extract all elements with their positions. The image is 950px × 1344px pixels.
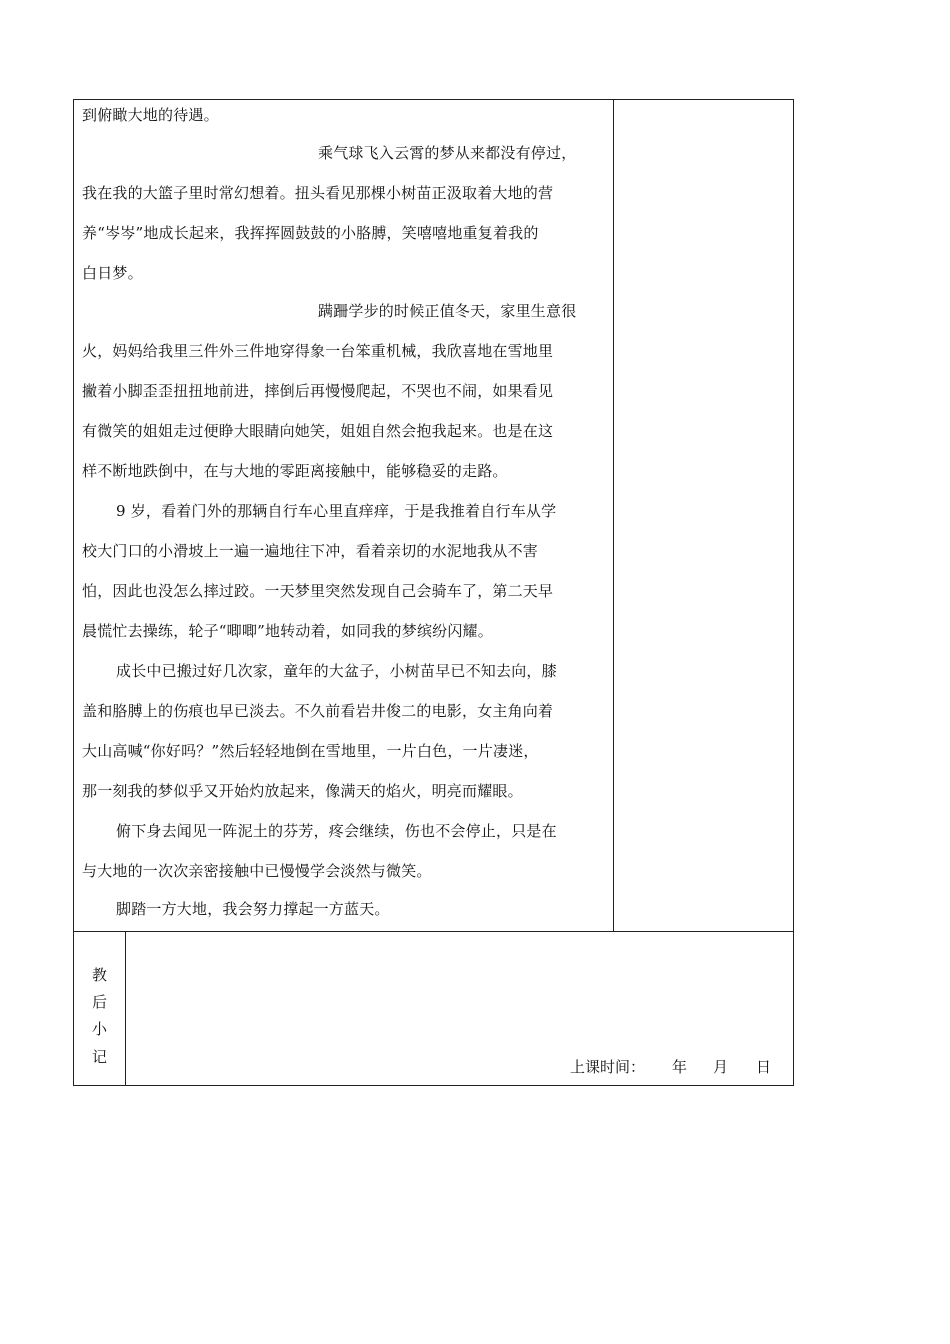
day-label: 日 <box>756 1058 772 1076</box>
essay-line: 晨慌忙去操练，轮子“唧唧”地转动着，如同我的梦缤纷闪耀。 <box>82 622 493 640</box>
notes-label-divider <box>125 931 126 1085</box>
essay-line: 俯下身去闻见一阵泥土的芬芳，疼会继续，伤也不会停止，只是在 <box>116 822 557 840</box>
essay-line: 那一刻我的梦似乎又开始灼放起来，像满天的焰火，明亮而耀眼。 <box>82 782 523 800</box>
essay-line: 样不断地跌倒中，在与大地的零距离接触中，能够稳妥的走路。 <box>82 462 508 480</box>
essay-line: 大山高喊“你好吗？”然后轻轻地倒在雪地里，一片白色，一片凄迷， <box>82 742 539 760</box>
notes-label-char: 教 <box>91 966 107 984</box>
month-label: 月 <box>713 1058 729 1076</box>
notes-label-char: 小 <box>91 1020 107 1038</box>
essay-line: 与大地的一次次亲密接触中已慢慢学会淡然与微笑。 <box>82 862 432 880</box>
essay-line: 火，妈妈给我里三件外三件地穿得象一台笨重机械，我欣喜地在雪地里 <box>82 342 554 360</box>
essay-line: 撇着小脚歪歪扭扭地前进，摔倒后再慢慢爬起，不哭也不闹，如果看见 <box>82 382 554 400</box>
essay-line: 9 岁，看着门外的那辆自行车心里直痒痒，于是我推着自行车从学 <box>116 502 557 520</box>
essay-line: 盖和胳膊上的伤痕也早已淡去。不久前看岩井俊二的电影，女主角向着 <box>82 702 554 720</box>
notes-label-char: 记 <box>91 1048 107 1066</box>
right-column-divider <box>613 100 614 931</box>
essay-line: 有微笑的姐姐走过便睁大眼睛向她笑，姐姐自然会抱我起来。也是在这 <box>82 422 554 440</box>
essay-line: 乘气球飞入云霄的梦从来都没有停过， <box>318 144 577 162</box>
essay-line: 蹒跚学步的时候正值冬天，家里生意很 <box>318 302 577 320</box>
section-divider <box>74 931 793 932</box>
essay-line: 脚踏一方大地，我会努力撑起一方蓝天。 <box>116 900 390 918</box>
year-label: 年 <box>672 1058 688 1076</box>
essay-line: 校大门口的小滑坡上一遍一遍地往下冲，看着亲切的水泥地我从不害 <box>82 542 539 560</box>
essay-line: 成长中已搬过好几次家，童年的大盆子，小树苗早已不知去向，膝 <box>116 662 557 680</box>
lesson-table <box>73 99 794 1086</box>
essay-line: 怕，因此也没怎么摔过跤。一天梦里突然发现自己会骑车了，第二天早 <box>82 582 554 600</box>
essay-line: 白日梦。 <box>82 264 143 282</box>
essay-line: 养“岑岑”地成长起来，我挥挥圆鼓鼓的小胳膊，笑嘻嘻地重复着我的 <box>82 224 539 242</box>
notes-label-char: 后 <box>91 993 107 1011</box>
class-time-label: 上课时间： <box>570 1058 646 1076</box>
essay-line: 我在我的大篮子里时常幻想着。扭头看见那棵小树苗正汲取着大地的营 <box>82 184 554 202</box>
essay-line: 到俯瞰大地的待遇。 <box>82 106 219 124</box>
